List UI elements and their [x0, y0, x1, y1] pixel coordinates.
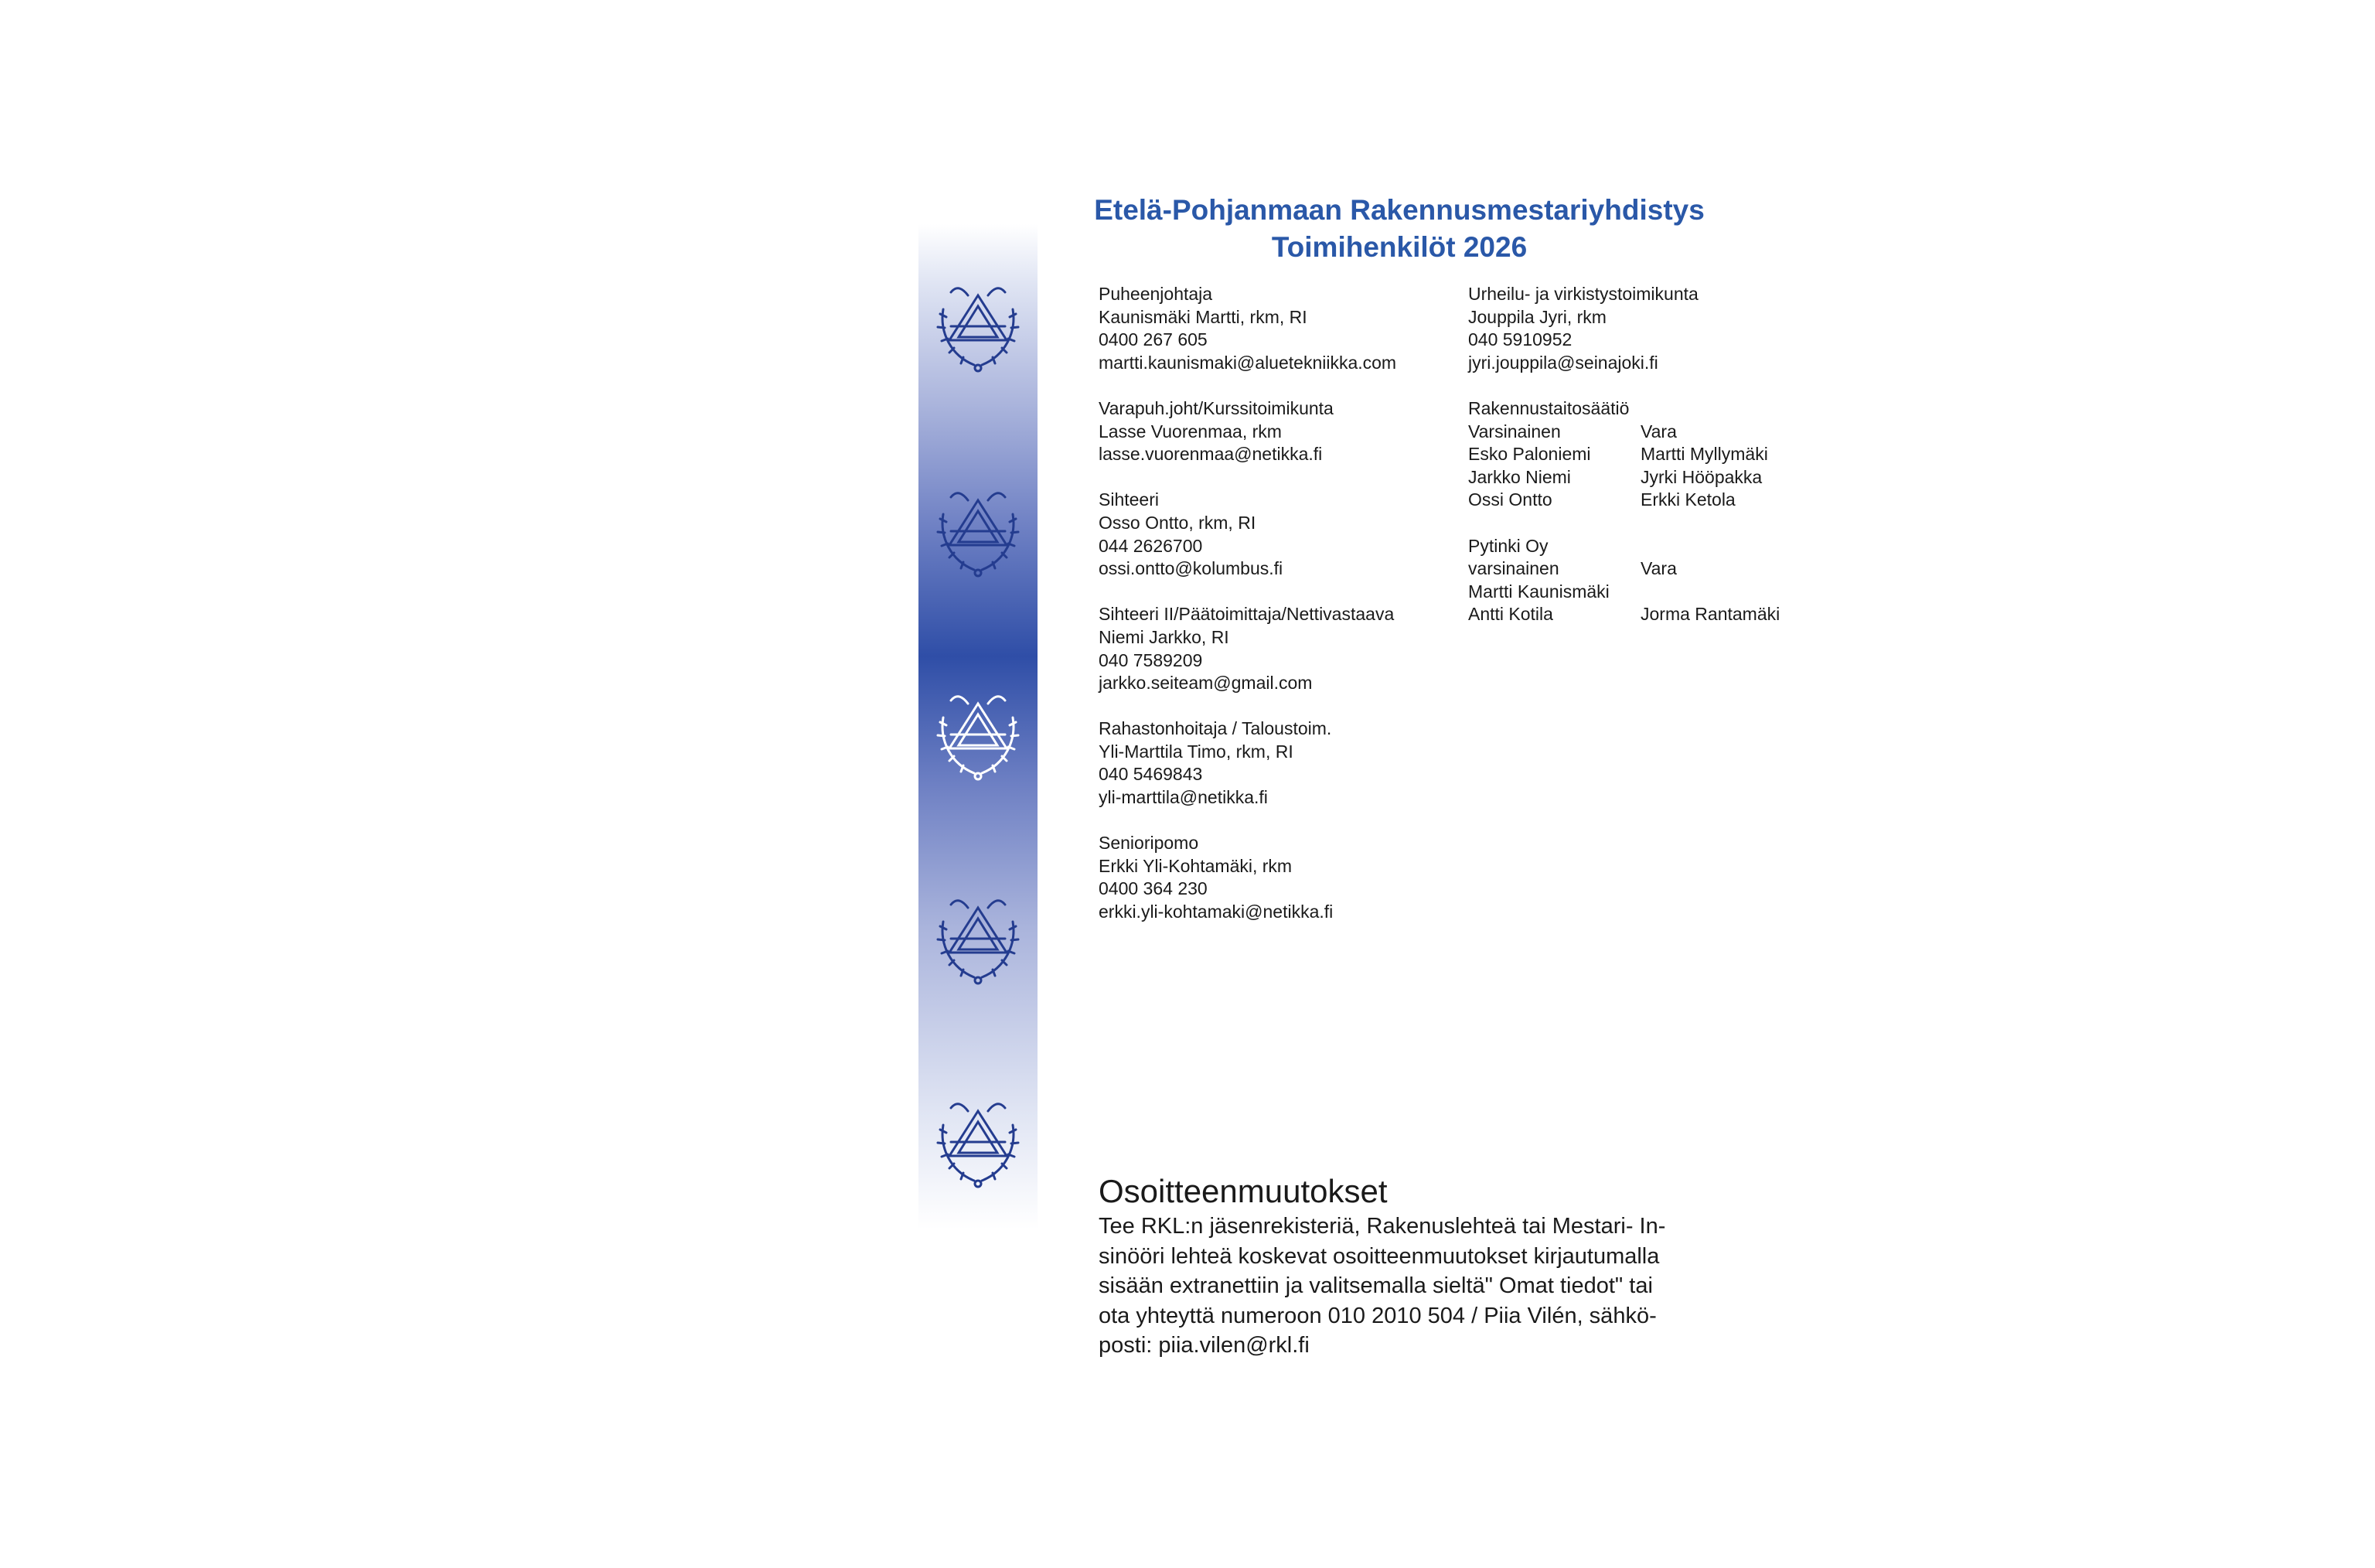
- phone-number: 0400 267 605: [1099, 329, 1208, 350]
- foundation-section: [1468, 397, 1780, 512]
- document-subtitle: Toimihenkilöt 2026: [1271, 231, 1528, 263]
- member-row: [1468, 581, 1780, 604]
- role-label: Urheilu- ja virkistystoimikunta: [1468, 284, 1699, 304]
- email-address: lasse.vuorenmaa@netikka.fi: [1099, 444, 1323, 465]
- header-regular: Varsinainen: [1468, 421, 1561, 441]
- official-entry-treasurer: [1099, 718, 1396, 809]
- email-address: jarkko.seiteam@gmail.com: [1099, 673, 1313, 694]
- official-name: Niemi Jarkko, RI: [1099, 626, 1229, 647]
- regular-member: Antti Kotila: [1468, 604, 1553, 625]
- role-label: Sihteeri II/Päätoimittaja/Nettivastaava: [1099, 604, 1395, 625]
- address-change-notice: [1099, 1171, 1702, 1361]
- laurel-emblem-icon: [935, 483, 1021, 584]
- role-label: Sihteeri: [1099, 489, 1159, 510]
- laurel-emblem-icon: [935, 278, 1021, 379]
- official-entry-chair: [1099, 283, 1396, 374]
- regular-member: Martti Kaunismäki: [1468, 581, 1610, 602]
- notice-heading: Osoitteenmuutokset: [1099, 1173, 1388, 1209]
- official-name: Lasse Vuorenmaa, rkm: [1099, 421, 1282, 441]
- official-entry-secretary: [1099, 489, 1396, 580]
- regular-member: Jarkko Niemi: [1468, 466, 1571, 487]
- regular-member: Ossi Ontto: [1468, 489, 1552, 510]
- member-header-row: [1468, 421, 1780, 444]
- notice-body: [1099, 1212, 1702, 1361]
- header-regular: varsinainen: [1468, 558, 1559, 579]
- member-row: [1468, 603, 1780, 626]
- deputy-member: Martti Myllymäki: [1641, 444, 1768, 465]
- official-entry-vice-chair: [1099, 397, 1396, 466]
- email-address: martti.kaunismaki@aluetekniikka.com: [1099, 352, 1397, 373]
- laurel-emblem-icon: [935, 891, 1021, 991]
- phone-number: 040 7589209: [1099, 649, 1203, 670]
- phone-number: 040 5469843: [1099, 764, 1203, 785]
- member-row: [1468, 489, 1780, 512]
- deputy-member: Jorma Rantamäki: [1641, 604, 1780, 625]
- role-label: Varapuh.joht/Kurssitoimikunta: [1099, 397, 1334, 418]
- deputy-member: Jyrki Hööpakka: [1641, 466, 1763, 487]
- email-address: yli-marttila@netikka.fi: [1099, 787, 1268, 808]
- member-row: [1468, 466, 1780, 489]
- email-address: ossi.ontto@kolumbus.fi: [1099, 558, 1283, 579]
- member-header-row: [1468, 557, 1780, 581]
- deputy-member: Erkki Ketola: [1641, 489, 1736, 510]
- laurel-emblem-icon: [935, 1094, 1021, 1195]
- official-name: Yli-Marttila Timo, rkm, RI: [1099, 741, 1293, 762]
- email-address: erkki.yli-kohtamaki@netikka.fi: [1099, 902, 1334, 922]
- email-address: jyri.jouppila@seinajoki.fi: [1468, 352, 1658, 373]
- notice-line: ota yhteyttä numeroon 010 2010 504 / Piia Vilén, sähkö-: [1099, 1303, 1657, 1328]
- notice-line: posti: piia.vilen@rkl.fi: [1099, 1333, 1310, 1358]
- notice-line: sinööri lehteä koskevat osoitteenmuutokset kirjautumalla: [1099, 1243, 1660, 1269]
- header-deputy: Vara: [1641, 421, 1677, 441]
- official-entry-sports: [1468, 283, 1780, 374]
- regular-member: Esko Paloniemi: [1468, 444, 1591, 465]
- official-name: Jouppila Jyri, rkm: [1468, 306, 1607, 327]
- officials-left-column: [1099, 283, 1396, 924]
- official-name: Erkki Yli-Kohtamäki, rkm: [1099, 855, 1293, 876]
- phone-number: 044 2626700: [1099, 535, 1203, 556]
- official-entry-senior: [1099, 832, 1396, 923]
- phone-number: 0400 364 230: [1099, 878, 1208, 899]
- official-name: Osso Ontto, rkm, RI: [1099, 512, 1256, 533]
- document-title: Etelä-Pohjanmaan Rakennusmestariyhdistys: [1094, 194, 1705, 226]
- notice-line: Tee RKL:n jäsenrekisteriä, Rakenuslehteä tai Mestari- In-: [1099, 1214, 1666, 1239]
- pytinki-section: [1468, 535, 1780, 626]
- section-title: Pytinki Oy: [1468, 535, 1549, 556]
- member-row: [1468, 443, 1780, 466]
- role-label: Senioripomo: [1099, 833, 1199, 854]
- role-label: Puheenjohtaja: [1099, 284, 1213, 304]
- notice-line: sisään extranettiin ja valitsemalla sieltä" Omat tiedot" tai: [1099, 1273, 1653, 1298]
- role-label: Rahastonhoitaja / Taloustoim.: [1099, 718, 1332, 739]
- phone-number: 040 5910952: [1468, 329, 1573, 350]
- section-title: Rakennustaitosäätiö: [1468, 397, 1630, 418]
- laurel-emblem-icon: [935, 687, 1021, 787]
- official-entry-secretary-ii: [1099, 603, 1396, 694]
- officials-right-column: [1468, 283, 1780, 626]
- header-deputy: Vara: [1641, 558, 1677, 579]
- official-name: Kaunismäki Martti, rkm, RI: [1099, 306, 1307, 327]
